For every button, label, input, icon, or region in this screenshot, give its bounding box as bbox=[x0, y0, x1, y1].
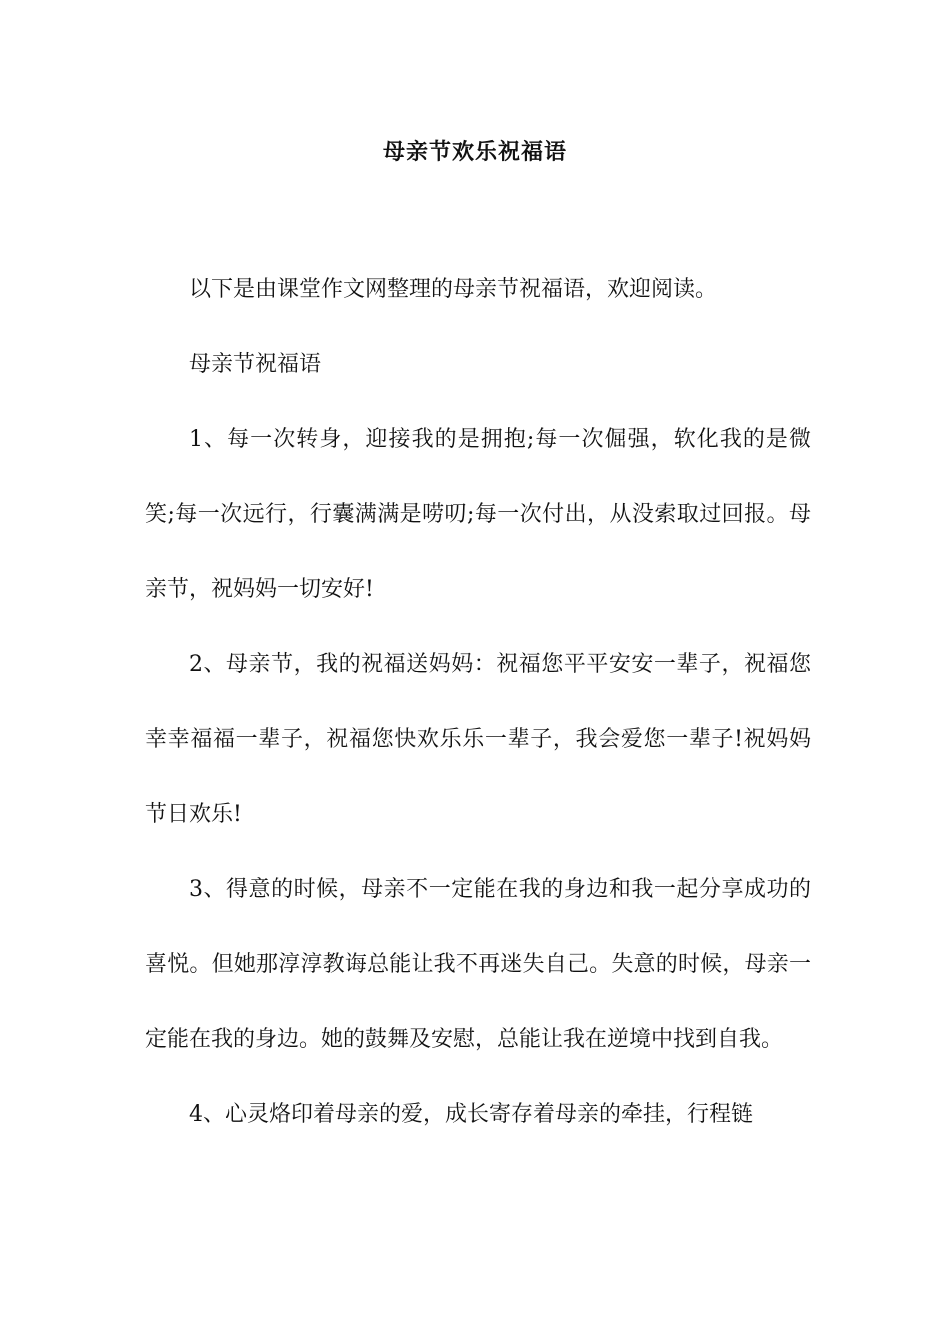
intro-paragraph: 以下是由课堂作文网整理的母亲节祝福语，欢迎阅读。 bbox=[189, 277, 718, 302]
greeting-item-2: 2、母亲节，我的祝福送妈妈：祝福您平平安安一辈子，祝福您幸幸福福一辈子，祝福您快欢乐乐一辈子，我会爱您一辈子!祝妈妈节日欢乐! bbox=[145, 652, 811, 827]
greeting-item-3: 3、得意的时候，母亲不一定能在我的身边和我一起分享成功的喜悦。但她那淳淳教诲总能让我不再迷失自己。失意的时候，母亲一定能在我的身边。她的鼓舞及安慰，总能让我在逆境中找到自我。 bbox=[145, 877, 811, 1052]
greeting-item-4: 4、心灵烙印着母亲的爱，成长寄存着母亲的牵挂，行程链 bbox=[189, 1102, 753, 1127]
greeting-item-1: 1、每一次转身，迎接我的是拥抱;每一次倔强，软化我的是微笑;每一次远行，行囊满满是唠叨;每一次付出，从没索取过回报。母亲节，祝妈妈一切安好! bbox=[145, 427, 811, 602]
document-title: 母亲节欢乐祝福语 bbox=[382, 139, 567, 165]
document-body bbox=[145, 252, 811, 1152]
section-heading: 母亲节祝福语 bbox=[189, 352, 322, 377]
